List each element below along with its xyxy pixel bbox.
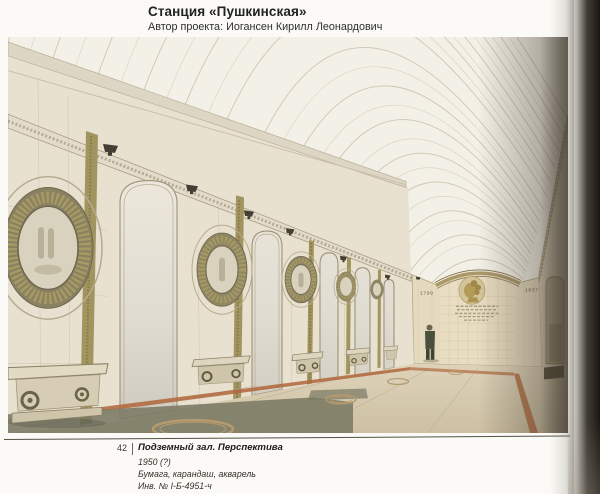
plate-number: 42 — [116, 443, 127, 453]
book-edge-shadow-soft — [568, 419, 600, 494]
caption-divider-rule — [4, 436, 570, 440]
medallion-2 — [192, 225, 252, 314]
page-title: Станция «Пушкинская» — [148, 4, 307, 19]
page-subtitle: Автор проекта: Иогансен Кирилл Леонардович — [148, 21, 383, 33]
medallion-5 — [371, 280, 384, 300]
caption-inventory: Инв. № I-Б-4951-ч — [138, 481, 212, 491]
caption-year: 1950 (?) — [138, 457, 171, 467]
caption-title: Подземный зал. Перспектива — [138, 442, 283, 453]
bench-3 — [292, 352, 323, 374]
bench-4 — [346, 348, 370, 366]
bench-2 — [192, 356, 250, 385]
caption-bar — [132, 443, 133, 455]
artwork-painting — [8, 37, 568, 433]
caption-medium: Бумага, карандаш, акварель — [138, 469, 256, 479]
date-1799: 1799 — [420, 291, 434, 297]
medallion-4 — [334, 269, 358, 305]
medallion-3 — [282, 252, 320, 307]
